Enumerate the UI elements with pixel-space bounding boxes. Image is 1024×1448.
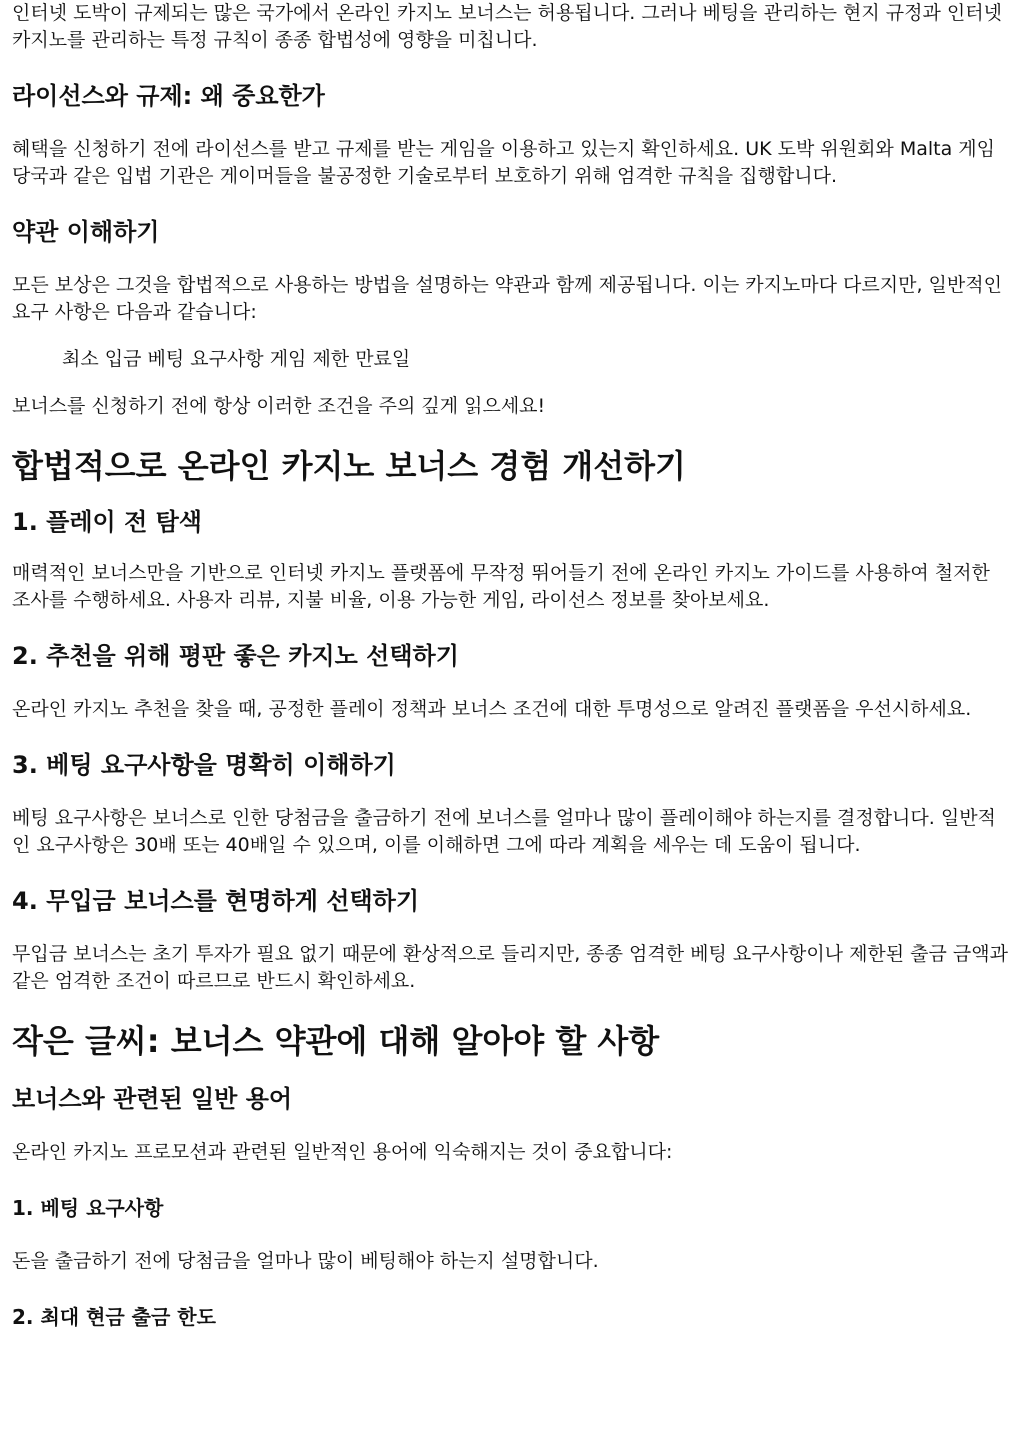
- paragraph-reputable-casino: 온라인 카지노 추천을 찾을 때, 공정한 플레이 정책과 보너스 조건에 대한 투명성으로 알려진 플랫폼을 우선시하세요.: [12, 698, 972, 720]
- paragraph-terms: 모든 보상은 그것을 합법적으로 사용하는 방법을 설명하는 약관과 함께 제공됩니다. 이는 카지노마다 다르지만, 일반적인 요구 사항은 다음과 같습니다:: [12, 274, 1002, 323]
- paragraph-wagering-requirement: 돈을 출금하기 전에 당첨금을 얼마나 많이 베팅해야 하는지 설명합니다.: [12, 1250, 599, 1272]
- heading-reputable-casino: 2. 추천을 위해 평판 좋은 카지노 선택하기: [12, 642, 459, 670]
- heading-improve-experience: 합법적으로 온라인 카지노 보너스 경험 개선하기: [12, 447, 686, 485]
- heading-license-regulation: 라이선스와 규제: 왜 중요한가: [12, 82, 325, 110]
- intro-paragraph: 인터넷 도박이 규제되는 많은 국가에서 온라인 카지노 보너스는 허용됩니다. 그러나 베팅을 관리하는 현지 규정과 인터넷 카지노를 관리하는 특정 규칙이 종종 합법성에 영향을 미칩니다.: [12, 2, 1002, 51]
- terms-list: 최소 입금 베팅 요구사항 게임 제한 만료일: [62, 348, 411, 370]
- paragraph-license: 혜택을 신청하기 전에 라이선스를 받고 규제를 받는 게임을 이용하고 있는지 확인하세요. UK 도박 위원회와 Malta 게임 당국과 같은 입법 기관은 게이머들을 불공정한 기술로부터 보호하기 위해 엄격한 규칙을 집행합니다.: [12, 138, 995, 187]
- paragraph-wagering: 베팅 요구사항은 보너스로 인한 당첨금을 출금하기 전에 보너스를 얼마나 많이 플레이해야 하는지를 결정합니다. 일반적인 요구사항은 30배 또는 40배일 수 있으며, 이를 이해하면 그에 따라 계획을 세우는 데 도움이 됩니다.: [12, 807, 996, 856]
- heading-wagering-requirement: 1. 베팅 요구사항: [12, 1196, 164, 1220]
- paragraph-no-deposit: 무입금 보너스는 초기 투자가 필요 없기 때문에 환상적으로 들리지만, 종종 엄격한 베팅 요구사항이나 제한된 출금 금액과 같은 엄격한 조건이 따르므로 반드시 확인하세요.: [12, 943, 1008, 992]
- heading-explore: 1. 플레이 전 탐색: [12, 508, 202, 536]
- heading-max-cashout: 2. 최대 현금 출금 한도: [12, 1305, 216, 1329]
- heading-wagering: 3. 베팅 요구사항을 명확히 이해하기: [12, 751, 396, 779]
- paragraph-read-carefully: 보너스를 신청하기 전에 항상 이러한 조건을 주의 깊게 읽으세요!: [12, 395, 546, 417]
- paragraph-common-terms: 온라인 카지노 프로모션과 관련된 일반적인 용어에 익숙해지는 것이 중요합니다:: [12, 1141, 673, 1163]
- paragraph-explore: 매력적인 보너스만을 기반으로 인터넷 카지노 플랫폼에 무작정 뛰어들기 전에 온라인 카지노 가이드를 사용하여 철저한 조사를 수행하세요. 사용자 리뷰, 지불 비율, 이용 가능한 게임, 라이선스 정보를 찾아보세요.: [12, 562, 990, 611]
- heading-fine-print: 작은 글씨: 보너스 약관에 대해 알아야 할 사항: [12, 1022, 660, 1060]
- heading-common-terms: 보너스와 관련된 일반 용어: [12, 1085, 293, 1113]
- heading-no-deposit: 4. 무입금 보너스를 현명하게 선택하기: [12, 887, 419, 915]
- heading-terms: 약관 이해하기: [12, 218, 160, 246]
